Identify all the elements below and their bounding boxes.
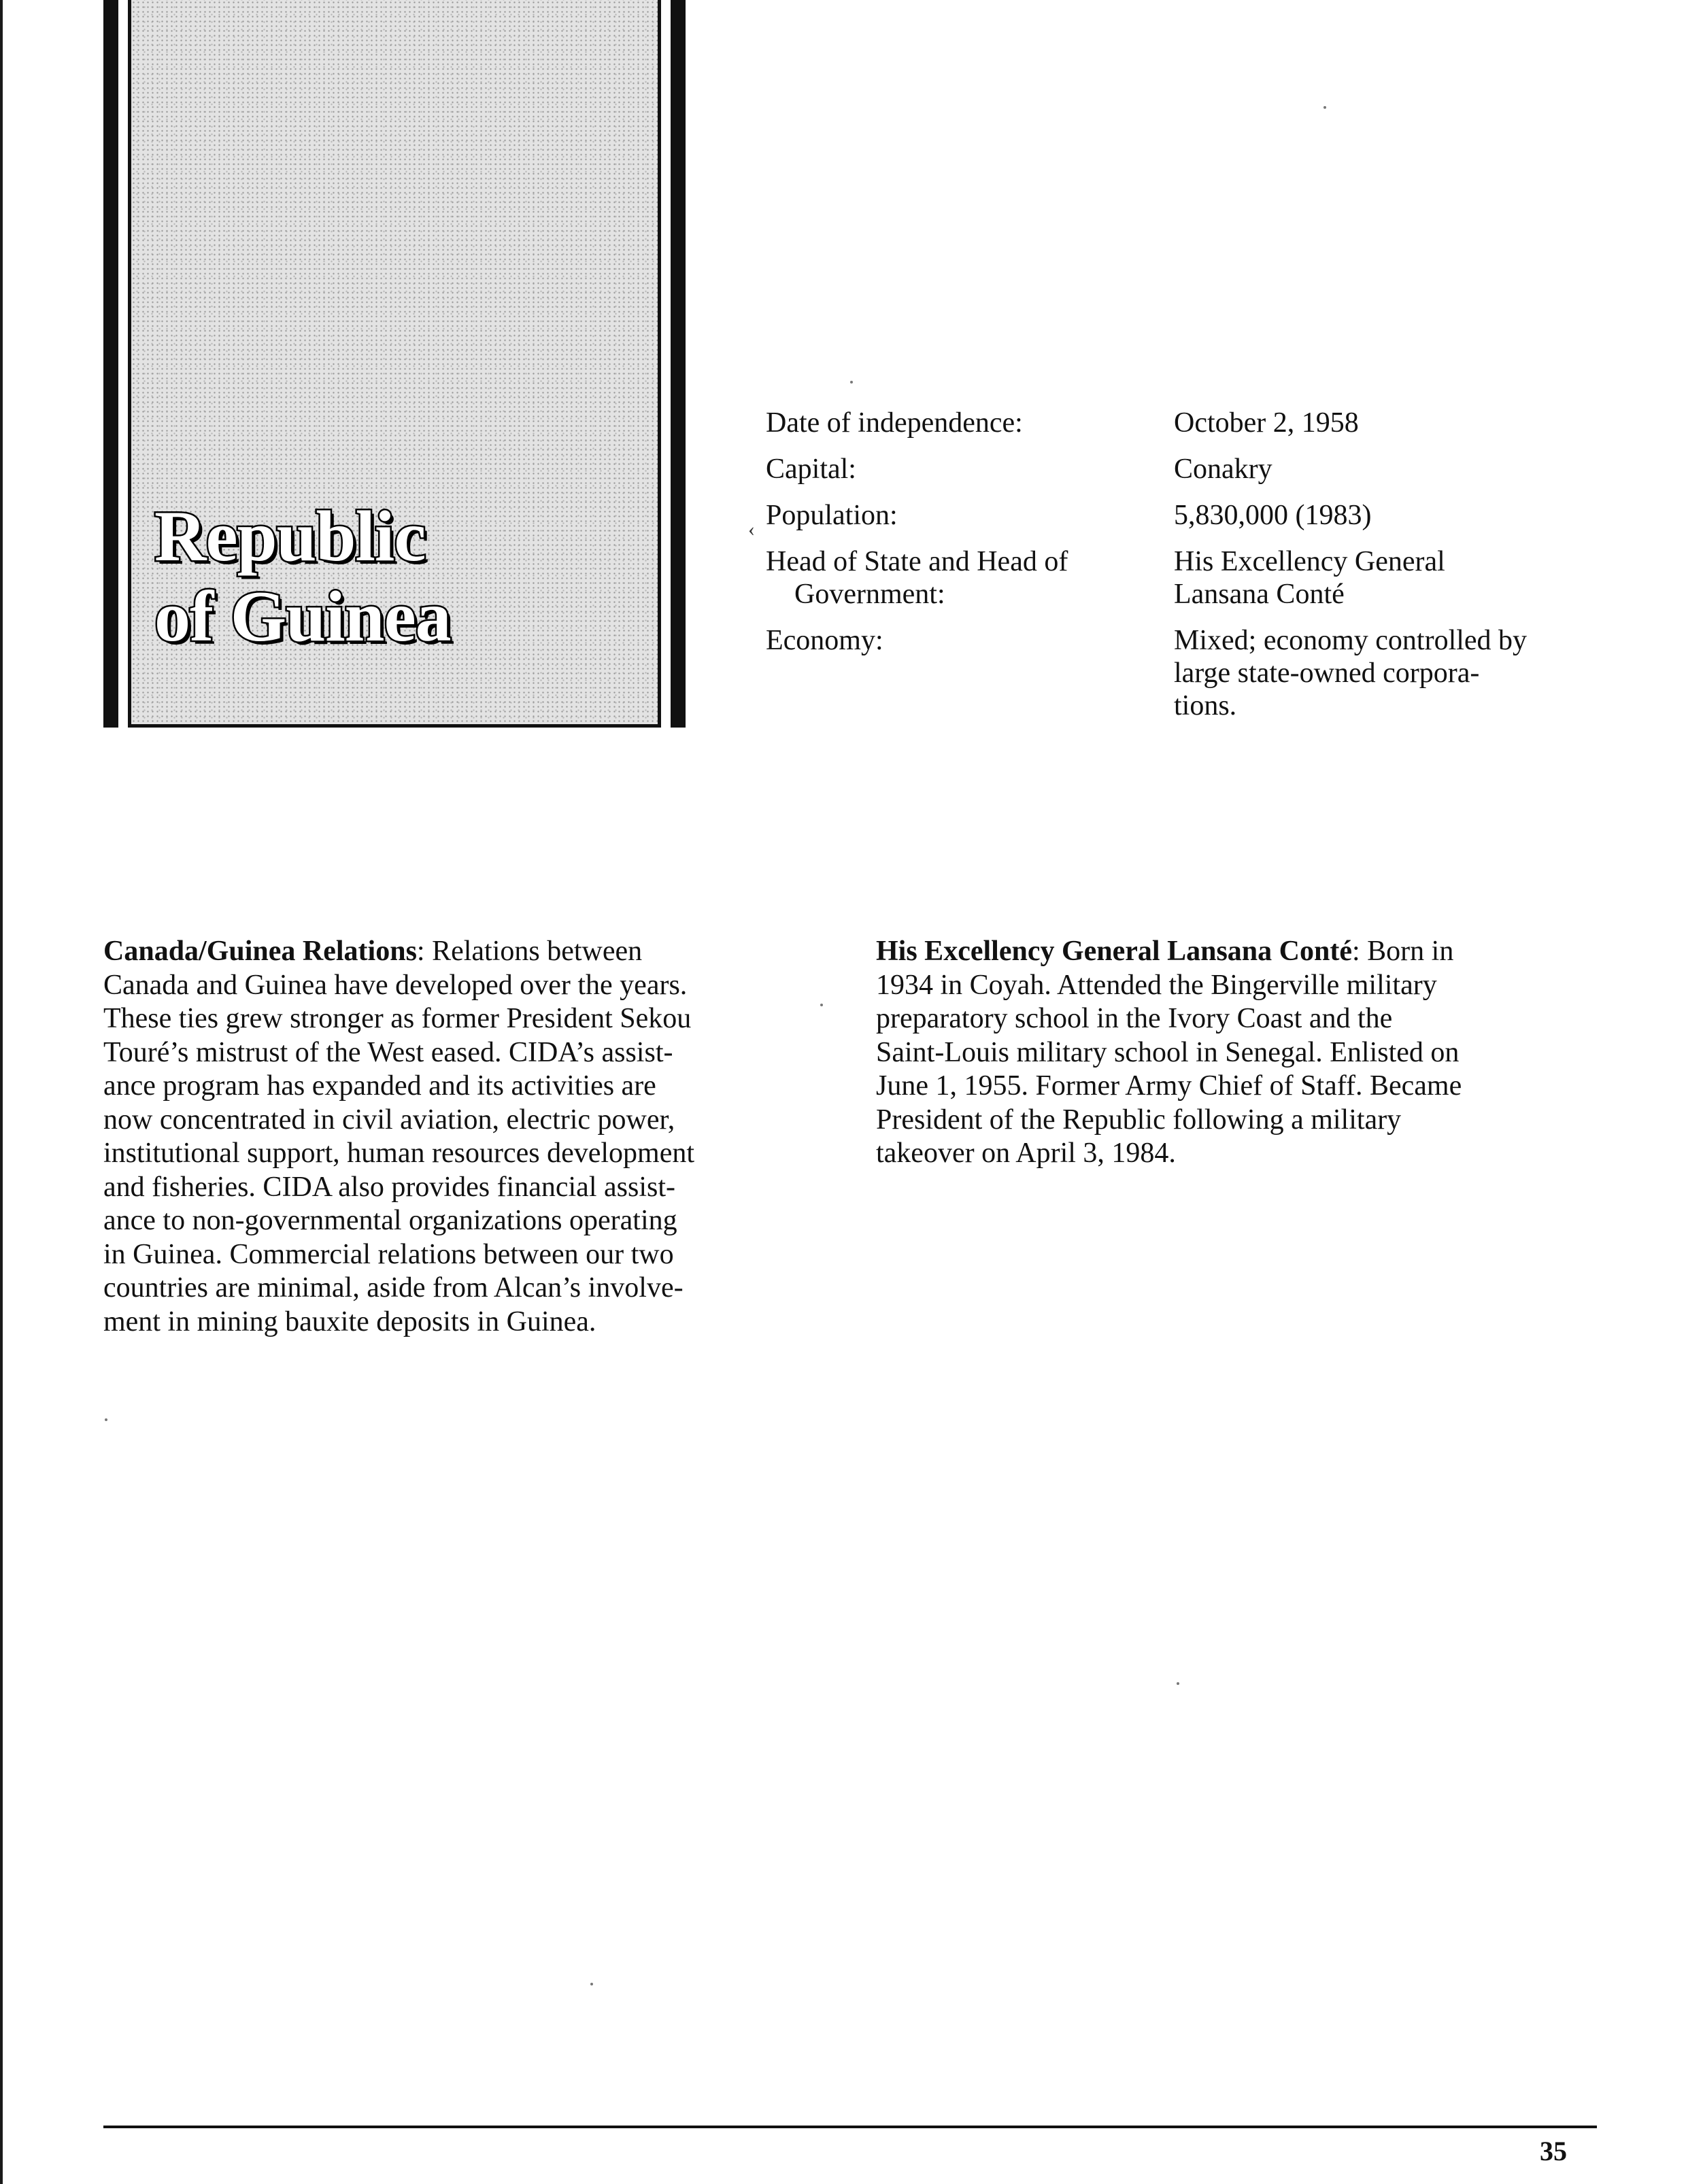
- biography-paragraph: [876, 935, 1597, 1171]
- stray-mark: ‹: [748, 518, 755, 541]
- relations-paragraph: [103, 935, 790, 1339]
- scan-speck: [1323, 106, 1326, 109]
- page-edge-line: [0, 0, 3, 2184]
- fact-row: [766, 407, 1596, 439]
- fact-value: Conakry: [1174, 454, 1272, 485]
- fact-row: [766, 624, 1596, 722]
- relations-body: : Relations between Canada and Guinea have developed over the years. These ties grew stronger as former President Sekou Touré’s mistrust of the West eased. CIDA’s assist- ance program has expanded and its activities are now concentrated in civil aviation, electric power, institutional support, human resources development and fisheries. CIDA also provides financial assist- ance to non-governmental organizations operating in Guinea. Commercial relations between our two countries are minimal, aside from Alcan’s involve- ment in mining bauxite deposits in Guinea.: [103, 936, 694, 1337]
- fact-label: Economy:: [766, 625, 883, 656]
- fact-row: [766, 499, 1596, 532]
- fact-label: Population:: [766, 500, 898, 531]
- biography-heading: His Excellency General Lansana Conté: [876, 936, 1352, 967]
- footer-rule: [103, 2126, 1597, 2128]
- fact-label-continuation: Government:: [794, 579, 945, 610]
- scan-speck: [850, 381, 853, 383]
- scan-speck: [105, 1418, 107, 1421]
- title-line-2: of Guinea: [154, 577, 451, 656]
- title-box: [103, 0, 686, 728]
- fact-value: October 2, 1958: [1174, 407, 1359, 439]
- fact-row: [766, 453, 1596, 485]
- scan-speck: [820, 1004, 823, 1006]
- fact-value: His Excellency General Lansana Conté: [1174, 546, 1445, 610]
- page-title: [154, 496, 451, 657]
- fact-value: 5,830,000 (1983): [1174, 500, 1372, 531]
- scan-speck: [1177, 1682, 1179, 1685]
- fact-label: Date of independence:: [766, 407, 1023, 439]
- scan-speck: [590, 1983, 593, 1985]
- facts-table: [766, 407, 1596, 736]
- title-line-1: Republic: [154, 496, 426, 576]
- fact-label: Head of State and Head of Government:: [766, 546, 1068, 610]
- fact-label: Capital:: [766, 454, 856, 485]
- fact-value: Mixed; economy controlled by large state-owned corpora- tions.: [1174, 625, 1528, 721]
- page-number: 35: [1540, 2136, 1567, 2166]
- biography-body: : Born in 1934 in Coyah. Attended the Bingerville military preparatory school in the Ivory Coast and the Saint-Louis military school in Senegal. Enlisted on June 1, 1955. Former Army Chief of Staff. Became President of the Republic following a military takeover on April 3, 1984.: [876, 936, 1462, 1169]
- relations-heading: Canada/Guinea Relations: [103, 936, 417, 967]
- title-stipple-panel: [128, 0, 661, 728]
- fact-row: [766, 545, 1596, 611]
